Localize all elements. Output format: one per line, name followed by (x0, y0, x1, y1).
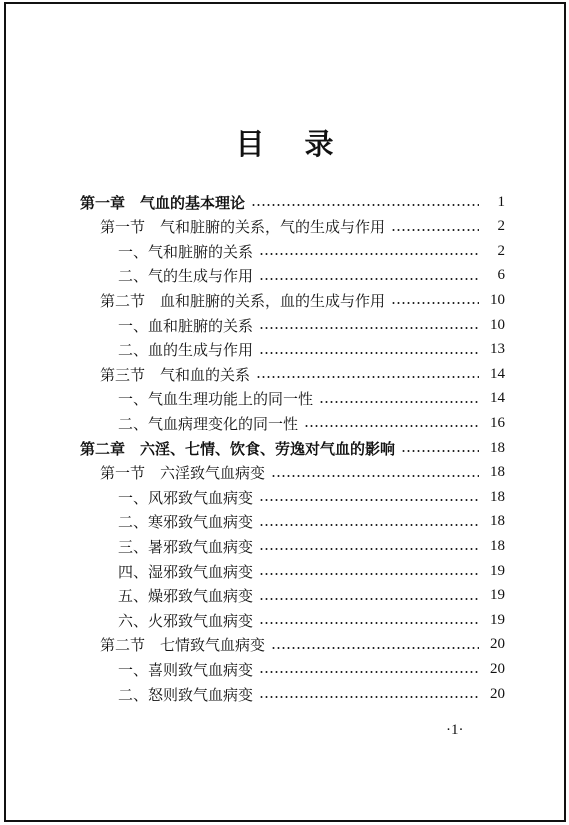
toc-leader-dots (259, 352, 479, 354)
toc-subsection-row[interactable] (118, 584, 505, 608)
toc-leader-dots (271, 475, 479, 477)
toc-leader-dots (391, 302, 479, 304)
toc-entry-page: 19 (490, 562, 505, 579)
toc-entry-label: 三、暑邪致气血病变 (118, 537, 254, 556)
toc-entry-page: 18 (490, 513, 505, 530)
toc-entry-label: 二、气的生成与作用 (118, 267, 254, 286)
toc-leader-dots (259, 253, 479, 255)
toc-subsection-row[interactable] (118, 559, 505, 583)
toc-entry-page: 16 (490, 414, 505, 431)
toc-leader-dots (259, 278, 479, 280)
toc-section-row[interactable] (100, 288, 505, 312)
toc-subsection-row[interactable] (118, 338, 505, 362)
toc-entry-label: 第二章 六淫、七情、饮食、劳逸对气血的影响 (80, 439, 396, 458)
toc-leader-dots (271, 647, 479, 649)
toc-subsection-row[interactable] (118, 485, 505, 509)
toc-subsection-row[interactable] (118, 411, 505, 435)
toc-entry-page: 18 (490, 537, 505, 554)
page-title: 目录 (235, 127, 374, 161)
toc-leader-dots (304, 425, 479, 427)
toc-entry-page: 6 (497, 267, 505, 284)
toc-entry-page: 10 (490, 291, 505, 308)
toc-subsection-row[interactable] (118, 239, 505, 263)
toc-leader-dots (251, 204, 479, 206)
toc-entry-page: 14 (490, 390, 505, 407)
toc-subsection-row[interactable] (118, 608, 505, 632)
toc-entry-page: 1 (497, 193, 505, 210)
toc-leader-dots (259, 327, 479, 329)
toc-entry-page: 20 (490, 660, 505, 677)
toc-entry-label: 第三节 气和血的关系 (100, 365, 251, 384)
toc-leader-dots (259, 524, 479, 526)
toc-entry-page: 14 (490, 365, 505, 382)
toc-entry-label: 第一章 气血的基本理论 (80, 193, 246, 212)
toc-entry-page: 2 (497, 242, 505, 259)
toc-entry-page: 19 (490, 611, 505, 628)
toc-leader-dots (259, 598, 479, 600)
toc-leader-dots (259, 499, 479, 501)
toc-subsection-row[interactable] (118, 534, 505, 558)
toc-entry-label: 第一节 六淫致气血病变 (100, 464, 266, 483)
toc-entry-label: 一、喜则致气血病变 (118, 660, 254, 679)
toc-section-row[interactable] (100, 633, 505, 657)
toc-entry-label: 一、风邪致气血病变 (118, 488, 254, 507)
toc-leader-dots (259, 573, 479, 575)
toc-leader-dots (259, 548, 479, 550)
toc-entry-label: 一、血和脏腑的关系 (118, 316, 254, 335)
toc-entry-label: 二、血的生成与作用 (118, 341, 254, 360)
toc-entry-page: 18 (490, 439, 505, 456)
toc-subsection-row[interactable] (118, 682, 505, 706)
toc-leader-dots (259, 696, 479, 698)
toc-subsection-row[interactable] (118, 264, 505, 288)
toc-chapter-row[interactable] (80, 436, 505, 460)
toc-subsection-row[interactable] (118, 657, 505, 681)
toc-entry-page: 20 (490, 636, 505, 653)
toc-leader-dots (259, 622, 479, 624)
toc-entry-label: 第二节 七情致气血病变 (100, 636, 266, 655)
toc-subsection-row[interactable] (118, 313, 505, 337)
toc-entry-label: 二、怒则致气血病变 (118, 685, 254, 704)
toc-entry-page: 19 (490, 587, 505, 604)
footer-page-number: ·1· (446, 722, 464, 738)
toc-entry-page: 18 (490, 464, 505, 481)
toc-chapter-row[interactable] (80, 190, 505, 214)
toc-entry-label: 六、火邪致气血病变 (118, 611, 254, 630)
toc-leader-dots (391, 229, 479, 231)
toc-entry-page: 20 (490, 685, 505, 702)
toc-entry-label: 二、寒邪致气血病变 (118, 513, 254, 532)
toc-subsection-row[interactable] (118, 510, 505, 534)
toc-leader-dots (259, 671, 479, 673)
toc-entry-label: 五、燥邪致气血病变 (118, 587, 254, 606)
toc-entry-label: 一、气和脏腑的关系 (118, 242, 254, 261)
toc-section-row[interactable] (100, 215, 505, 239)
toc-section-row[interactable] (100, 461, 505, 485)
toc-leader-dots (319, 401, 479, 403)
toc-entry-page: 13 (490, 341, 505, 358)
toc-section-row[interactable] (100, 362, 505, 386)
toc-entry-page: 18 (490, 488, 505, 505)
toc-entry-label: 一、气血生理功能上的同一性 (118, 390, 314, 409)
toc-entry-page: 10 (490, 316, 505, 333)
toc-entry-page: 2 (497, 218, 505, 235)
toc-entry-label: 四、湿邪致气血病变 (118, 562, 254, 581)
toc-entry-label: 第一节 气和脏腑的关系，气的生成与作用 (100, 218, 386, 237)
toc-leader-dots (401, 450, 479, 452)
toc-entry-label: 第二节 血和脏腑的关系，血的生成与作用 (100, 291, 386, 310)
toc-entry-label: 二、气血病理变化的同一性 (118, 414, 299, 433)
toc-leader-dots (256, 376, 479, 378)
toc-subsection-row[interactable] (118, 387, 505, 411)
